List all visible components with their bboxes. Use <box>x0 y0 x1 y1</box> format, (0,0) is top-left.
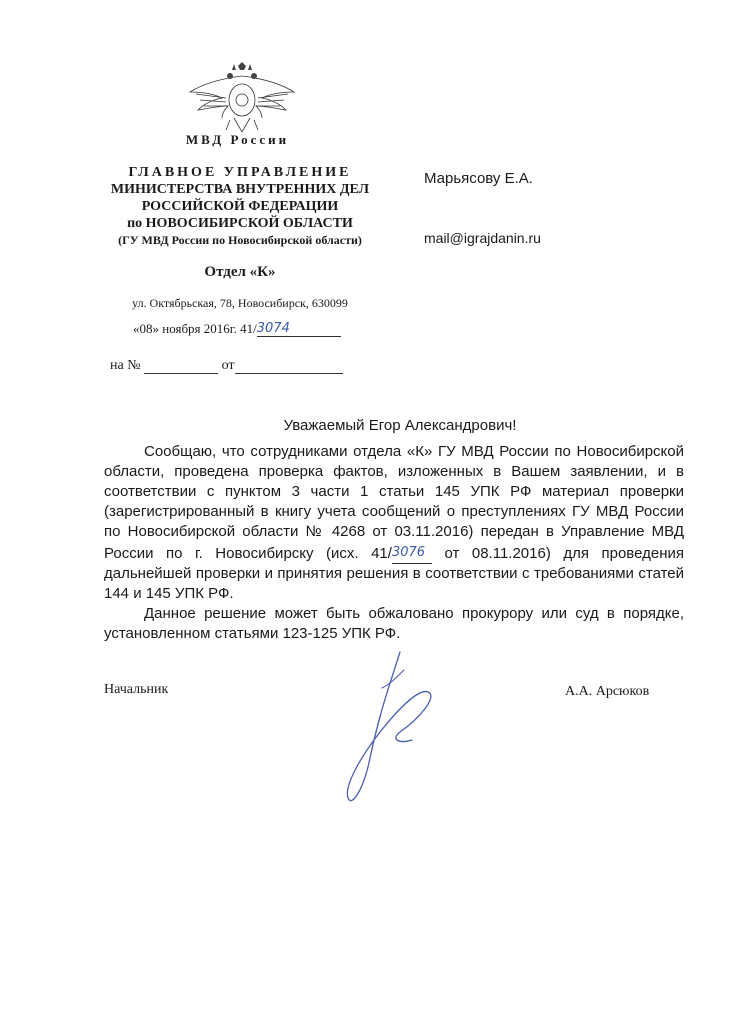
letter-paragraph: Данное решение может быть обжаловано прокурору или суд в порядке, установленном статьями 123-125 УПК РФ. <box>104 605 684 642</box>
ref-date-label: от <box>221 358 235 373</box>
department-name: Отдел «К» <box>204 264 276 280</box>
handwritten-signature <box>300 648 450 813</box>
signer-position: Начальник <box>104 682 169 697</box>
signer-name: А.А. Арсюков <box>565 684 650 699</box>
department-address: ул. Октябрьская, 78, Новосибирск, 630099 <box>132 296 348 310</box>
letter-greeting: Уважаемый Егор Александрович! <box>283 417 517 434</box>
reference-line <box>110 358 370 374</box>
letter-body <box>104 442 684 644</box>
paragraph-text: Сообщаю, что сотрудниками отдела «К» ГУ МВД России по Новосибирской области, проведена проверка фактов, изложенных в Вашем заявлении, и в соответствии с пунктом 3 части 1 статьи 145 УПК РФ материал проверки (зарегистрированный в книгу учета сообщений о преступлениях ГУ МВД России по Новосибирской области № 4268 от 03.11.2016) передан в Управление МВД России по г. Новосибирску (исх. 41/ <box>104 443 684 562</box>
outgoing-number-handwritten: 3074 <box>256 321 290 336</box>
org-line-short: (ГУ МВД России по Новосибирской области) <box>118 233 362 247</box>
ref-date-blank <box>235 373 343 374</box>
ref-number-blank <box>144 373 218 374</box>
org-line: РОССИЙСКОЙ ФЕДЕРАЦИИ <box>141 199 339 214</box>
org-line: по НОВОСИБИРСКОЙ ОБЛАСТИ <box>127 216 353 231</box>
paragraph-text: от 08.11.2016) для проведения дальнейшей проверки и принятия решения в соответствии с требованиями статей 144 и 145 УПК РФ. <box>104 545 684 602</box>
ministry-name: МВД России <box>185 132 290 147</box>
addressee-name: Марьясову Е.А. <box>424 170 533 187</box>
reference-number-field <box>392 542 432 564</box>
addressee-email: mail@igrajdanin.ru <box>424 230 541 246</box>
ref-number-label: на № <box>110 358 141 373</box>
organization-name <box>90 164 390 249</box>
org-line: ГЛАВНОЕ УПРАВЛЕНИЕ <box>128 165 352 180</box>
eagle-emblem-icon <box>186 62 298 136</box>
outgoing-date-line <box>133 320 373 337</box>
outgoing-number-field <box>257 320 341 337</box>
reference-number-handwritten: 3076 <box>391 545 426 560</box>
letter-paragraph <box>104 442 684 604</box>
outgoing-date: «08» ноября 2016г. 41/ <box>133 321 257 336</box>
org-line: МИНИСТЕРСТВА ВНУТРЕННИХ ДЕЛ <box>110 182 370 197</box>
